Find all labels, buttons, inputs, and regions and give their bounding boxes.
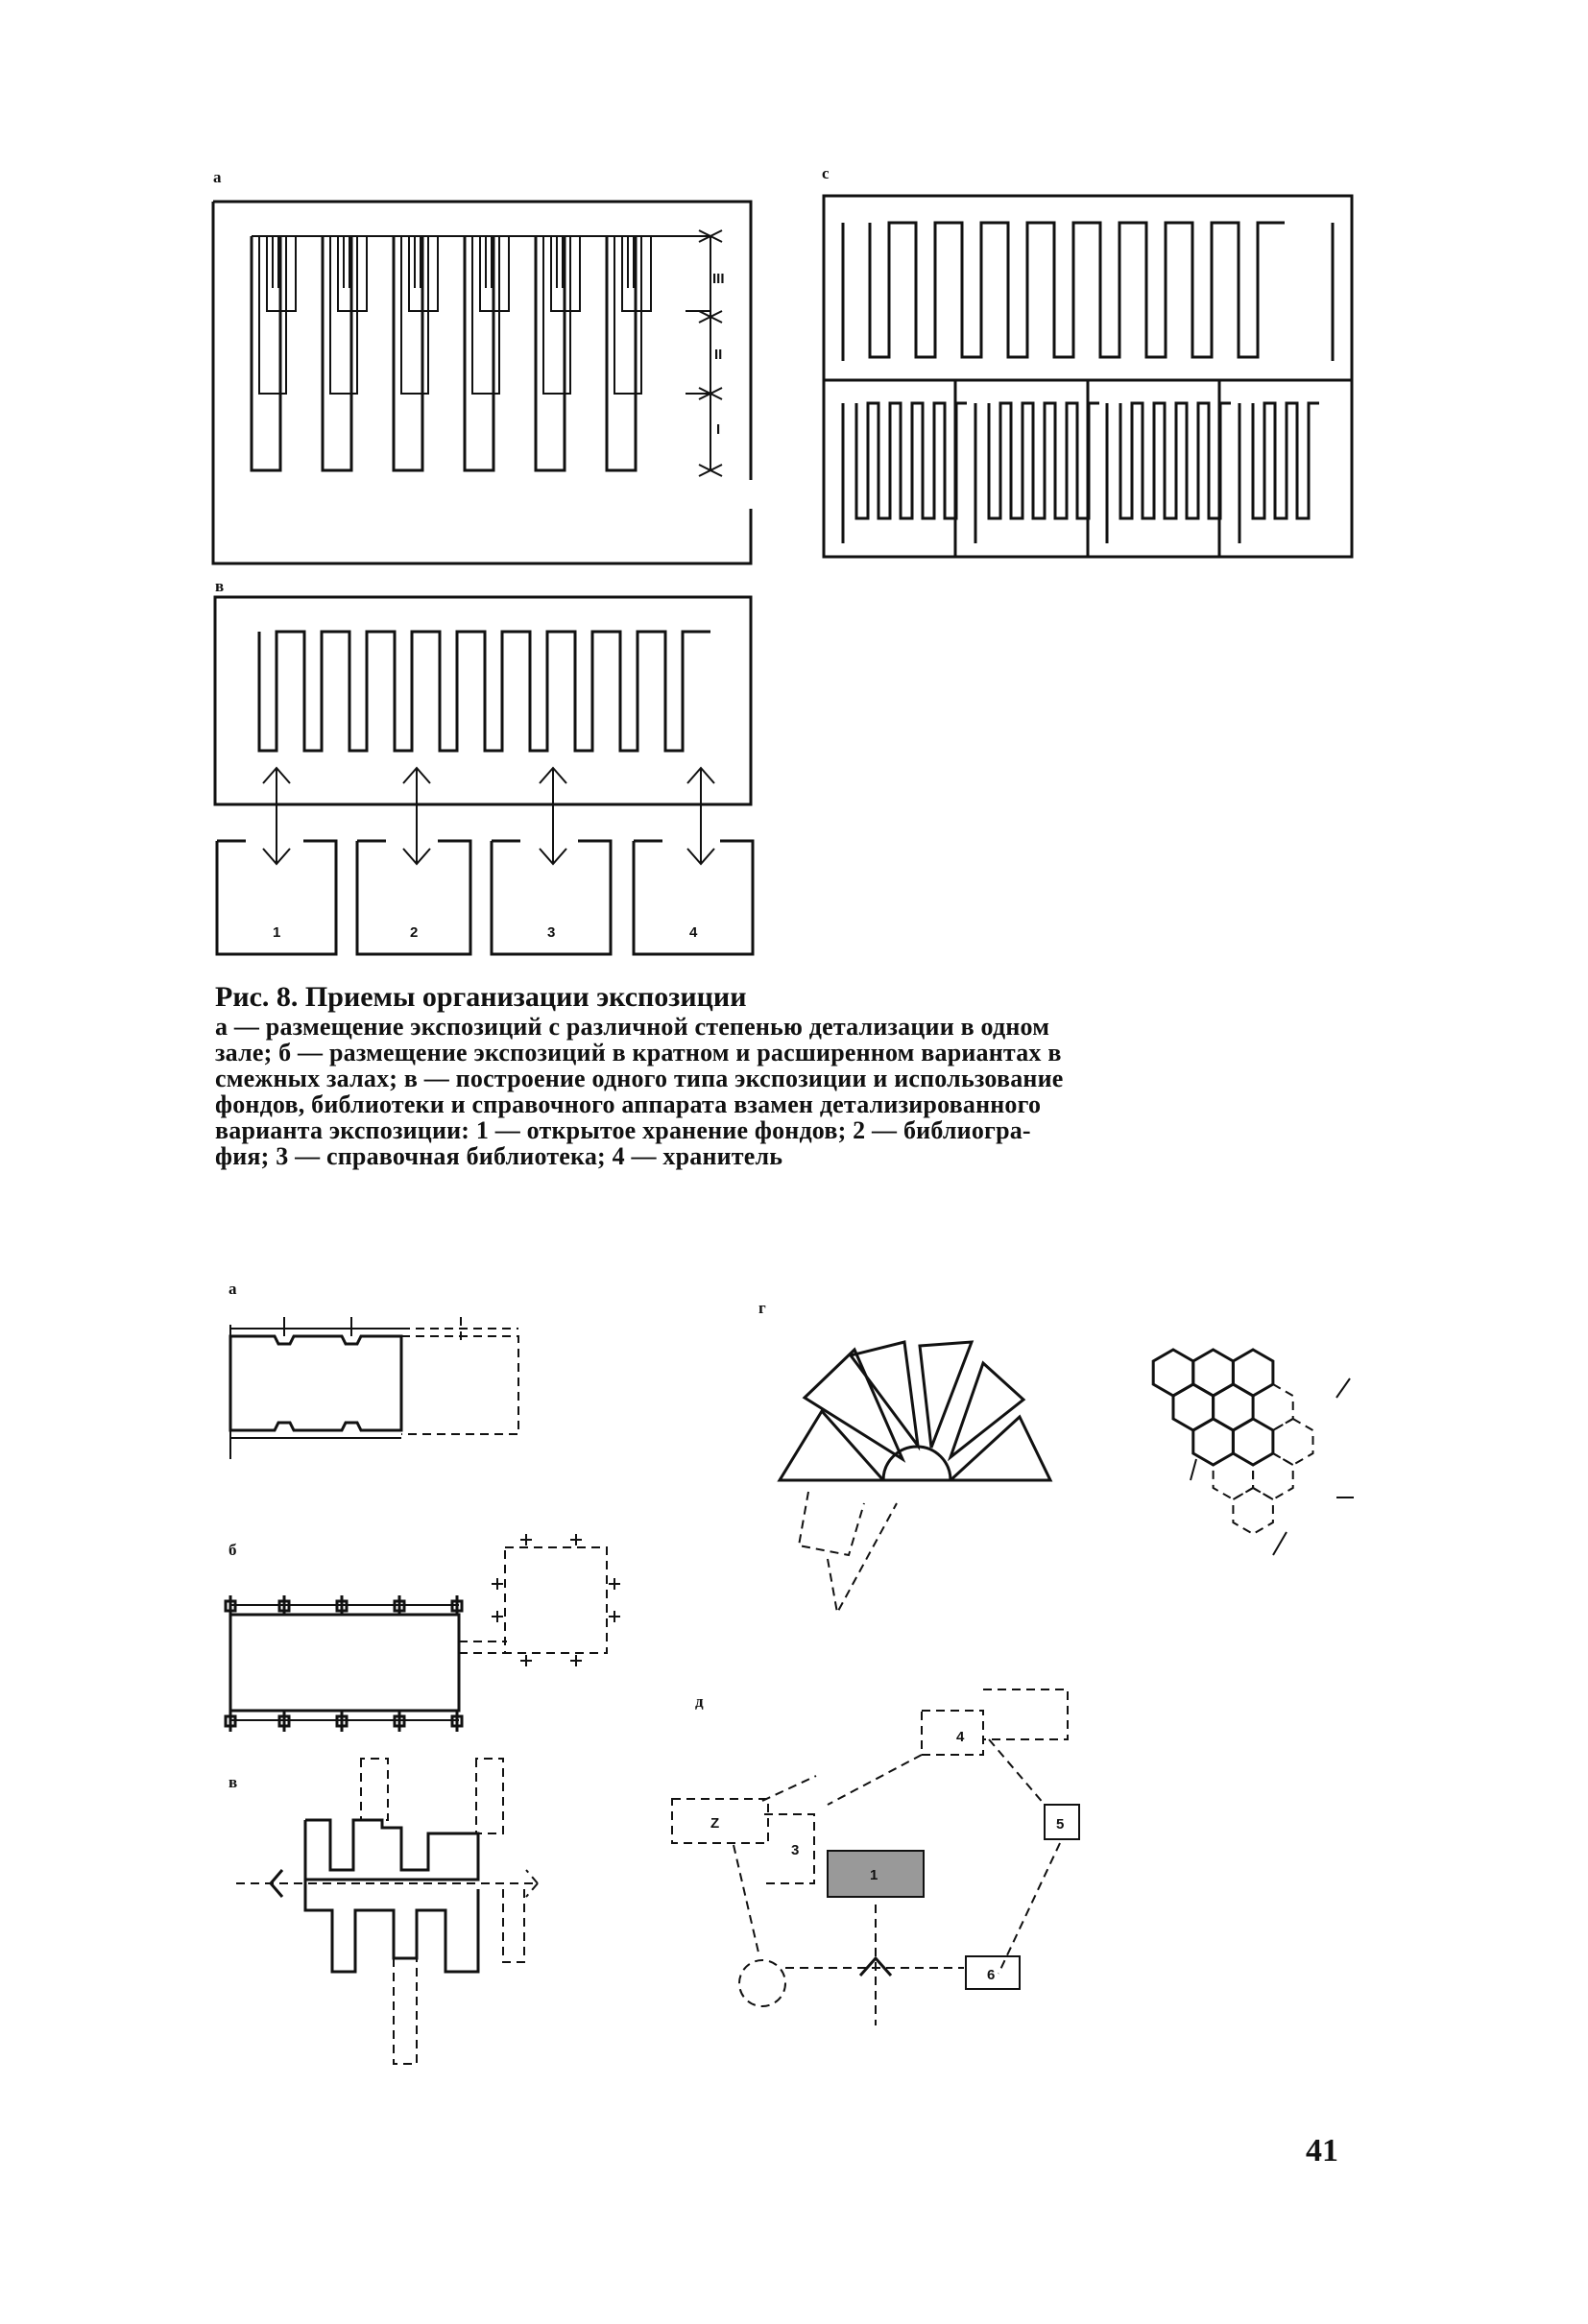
column-post bbox=[520, 1655, 532, 1666]
column-post bbox=[492, 1578, 503, 1590]
fig8-panel-v-plan bbox=[215, 597, 753, 954]
exhibit-partition bbox=[1253, 403, 1319, 518]
fan-hall bbox=[920, 1342, 972, 1448]
page-number: 41 bbox=[1306, 2133, 1338, 2168]
hexagonal-hall bbox=[1193, 1419, 1234, 1465]
column-post bbox=[337, 1595, 347, 1615]
column-post bbox=[452, 1595, 462, 1615]
fan-hall bbox=[851, 1342, 918, 1446]
node-6: 6 bbox=[987, 1967, 996, 1983]
fig9-label-b: б bbox=[229, 1541, 237, 1559]
fan-hall-future bbox=[828, 1503, 897, 1613]
column-post bbox=[520, 1534, 532, 1545]
honeycomb-spur bbox=[1191, 1378, 1354, 1555]
fig9-panel-a bbox=[230, 1317, 518, 1459]
caption-line: варианта экспозиции: 1 — открытое хранение фондов; 2 — библиогра- bbox=[215, 1116, 1031, 1144]
fig9-panel-g-honeycomb bbox=[1153, 1350, 1354, 1555]
fig9-panel-g-fan bbox=[780, 1342, 1050, 1613]
column-post bbox=[570, 1534, 582, 1545]
caption-line: зале; б — размещение экспозиций в кратном и расширенном вариантах в bbox=[215, 1039, 1062, 1066]
column-post bbox=[395, 1711, 404, 1732]
exhibit-partition bbox=[856, 403, 967, 518]
room-number: 2 bbox=[410, 924, 419, 941]
column-post bbox=[452, 1711, 462, 1732]
column-post bbox=[395, 1595, 404, 1615]
node-5: 5 bbox=[1056, 1816, 1065, 1833]
fig8-label-a: а bbox=[213, 168, 222, 186]
column-post bbox=[609, 1611, 620, 1622]
figure8-caption bbox=[215, 981, 1338, 1169]
fig9-label-d: д bbox=[695, 1692, 704, 1711]
column-post bbox=[226, 1711, 235, 1732]
node-4: 4 bbox=[956, 1729, 965, 1745]
fig9-panel-b bbox=[226, 1534, 620, 1732]
exhibit-partition-detail bbox=[486, 236, 492, 288]
exhibit-partition-detail bbox=[273, 236, 278, 288]
connection-arrow bbox=[263, 768, 290, 864]
fig8-panel-c-plan bbox=[824, 196, 1352, 557]
exhibit-partition bbox=[870, 223, 1285, 357]
zone-mark-ii: II bbox=[714, 347, 723, 363]
fan-hall bbox=[950, 1363, 1023, 1457]
fan-hall-future bbox=[799, 1492, 864, 1555]
fig9-panel-d-scheme bbox=[672, 1689, 1079, 2025]
fig9-label-v: в bbox=[229, 1773, 238, 1791]
caption-line: смежных залах; в — построение одного типа экспозиции и использование bbox=[215, 1065, 1064, 1092]
column-post bbox=[279, 1595, 289, 1615]
node-3: 3 bbox=[791, 1842, 800, 1858]
node-1: 1 bbox=[870, 1867, 878, 1883]
exhibit-partition bbox=[989, 403, 1099, 518]
caption-line: фия; 3 — справочная библиотека; 4 — хранитель bbox=[215, 1142, 783, 1170]
column-post bbox=[337, 1711, 347, 1732]
exhibit-partition bbox=[1120, 403, 1231, 518]
fig8-label-c: с bbox=[822, 164, 830, 182]
hexagonal-hall bbox=[1233, 1488, 1273, 1534]
column-post bbox=[609, 1578, 620, 1590]
column-post bbox=[279, 1711, 289, 1732]
exhibit-partition-detail bbox=[415, 236, 421, 288]
hexagonal-hall bbox=[1233, 1419, 1273, 1465]
zone-mark-iii: III bbox=[712, 271, 725, 287]
room-number: 1 bbox=[273, 924, 281, 941]
fan-hall bbox=[950, 1417, 1050, 1480]
caption-line: фондов, библиотеки и справочного аппарата взамен детализированного bbox=[215, 1090, 1042, 1118]
fig8-label-v: в bbox=[215, 577, 225, 595]
fig9-label-a: а bbox=[229, 1280, 237, 1298]
figure8-caption-title: Рис. 8. Приемы организации экспозиции bbox=[215, 981, 747, 1013]
zone-mark-i: I bbox=[716, 421, 721, 438]
column-post bbox=[570, 1655, 582, 1666]
fig9-label-g: г bbox=[758, 1299, 766, 1317]
room-number: 4 bbox=[689, 924, 698, 941]
column-post bbox=[226, 1595, 235, 1615]
hexagonal-hall bbox=[1273, 1419, 1313, 1465]
node-2: Z bbox=[710, 1815, 720, 1832]
exhibit-partition-detail bbox=[344, 236, 349, 288]
exhibit-partition-detail bbox=[628, 236, 634, 288]
fig8-panel-a-plan bbox=[213, 202, 751, 563]
exhibit-partition-detail bbox=[557, 236, 563, 288]
fan-hall bbox=[780, 1411, 883, 1480]
exhibit-partition bbox=[259, 632, 710, 751]
figure8-caption-body bbox=[215, 1014, 1338, 1169]
room-number: 3 bbox=[547, 924, 556, 941]
caption-line: а — размещение экспозиций с различной степенью детализации в одном bbox=[215, 1013, 1050, 1041]
connection-arrow bbox=[687, 768, 714, 864]
fan-hub bbox=[883, 1447, 950, 1480]
connection-arrow bbox=[540, 768, 566, 864]
fig9-panel-v bbox=[236, 1759, 538, 2064]
column-post bbox=[492, 1611, 503, 1622]
connection-arrow bbox=[403, 768, 430, 864]
